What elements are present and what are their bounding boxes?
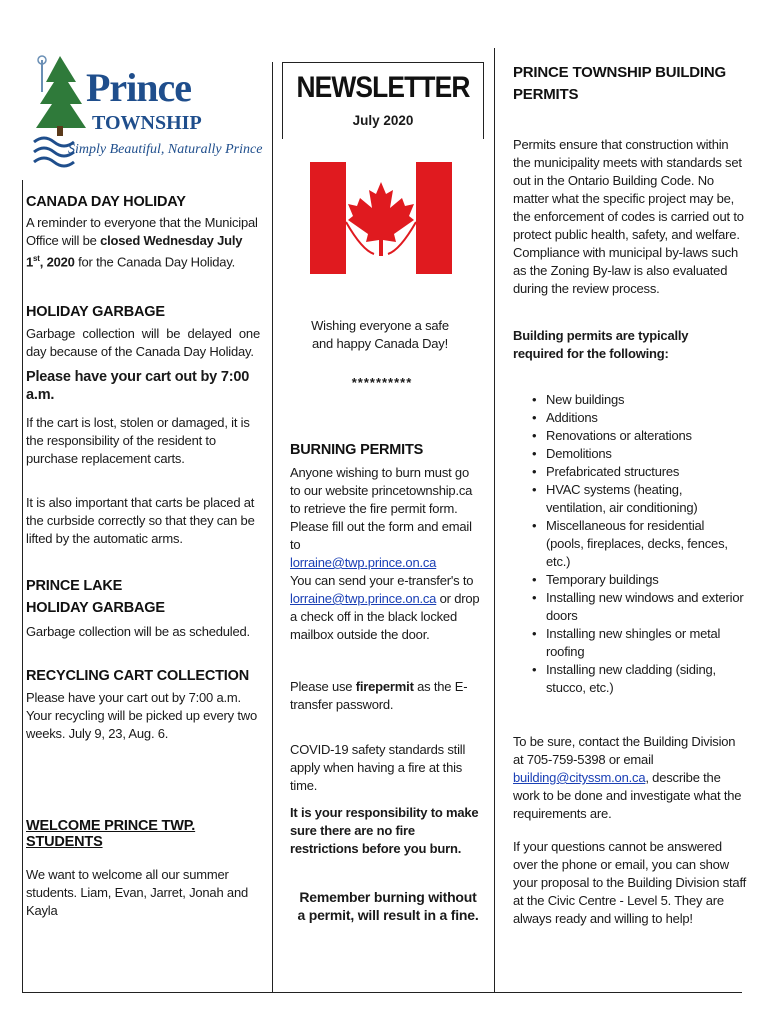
permit-list-item: • Renovations or alterations (513, 427, 745, 445)
bottom-border (22, 992, 742, 993)
holiday-garbage-emphasis: Please have your cart out by 7:00 a.m. (26, 369, 250, 403)
newsletter-header (282, 62, 484, 139)
building-permits-intro: Permits ensure that construction within the municipality meets with standards set out in the Ontario Building Code. No matter what the specific project may be, the enforcement of codes is carried out to protect public health, safety, and welfare. Compliance with municipal by-laws such as the Zoning By-law is also evaluated during the review process. (513, 137, 744, 296)
stars-divider: ********** (351, 375, 413, 390)
canada-day-date: closed Wednesday July 1 (26, 233, 243, 270)
holiday-garbage-text: Garbage collection will be delayed one day because of the Canada Day Holiday. (26, 326, 260, 359)
responsibility-text: It is your responsibility to make sure there are no fire restrictions before you burn. (290, 805, 479, 856)
holiday-garbage-para2: If the cart is lost, stolen or damaged, it is the responsibility of the resident to purchase replacement carts. (26, 415, 250, 466)
students-heading: WELCOME PRINCE TWP. STUDENTS (26, 818, 196, 850)
permit-list-item: • Additions (513, 409, 745, 427)
holiday-garbage-heading: HOLIDAY GARBAGE (26, 304, 165, 320)
burning-text-part1: Anyone wishing to burn must go to our website princetownship.ca to retrieve the fire permit form. Please fill out the form and email to (290, 465, 473, 552)
left-border (22, 180, 23, 992)
prince-lake-heading-1: PRINCE LAKE (26, 578, 123, 594)
logo-subname: TOWNSHIP (92, 112, 202, 134)
prince-lake-text: Garbage collection will be as scheduled. (26, 624, 250, 639)
covid-text: COVID-19 safety standards still apply when having a fire at this time. (290, 742, 466, 793)
township-logo (32, 52, 263, 172)
canada-flag-icon (310, 162, 452, 274)
holiday-garbage-para3: It is also important that carts be placed at the curbside correctly so that they can be lifted by the automatic arms. (26, 495, 255, 546)
burning-email-link-2[interactable]: lorraine@twp.prince.on.ca (290, 591, 437, 606)
password-text (290, 678, 482, 714)
permit-list-item: • HVAC systems (heating, ventilation, air conditioning) (513, 481, 745, 517)
contact-text-pre: To be sure, contact the Building Division at 705-759-5398 or email (513, 734, 736, 767)
canada-day-text (26, 214, 262, 271)
permits-required-list (513, 391, 745, 697)
column-divider-left (272, 62, 273, 992)
password-text-pre: Please use (290, 679, 356, 694)
permit-list-item: • Temporary buildings (513, 571, 745, 589)
burning-text-part3: or drop a check off in the black locked mailbox outside the door. (290, 591, 480, 642)
newsletter-title: NEWSLETTER (296, 71, 470, 104)
building-permits-heading: PRINCE TOWNSHIP BUILDING PERMITS (513, 64, 726, 103)
students-text: We want to welcome all our summer students. Liam, Evan, Jarret, Jonah and Kayla (26, 867, 248, 918)
canada-day-heading: CANADA DAY HOLIDAY (26, 194, 186, 210)
prince-lake-heading-2: HOLIDAY GARBAGE (26, 600, 165, 616)
permits-required-heading: Building permits are typically required for the following: (513, 328, 689, 361)
canada-day-text-part1: A reminder to everyone that the Municipal Office will be (26, 215, 258, 248)
permit-list-item: • Installing new cladding (siding, stucco, etc.) (513, 661, 745, 697)
building-email-link[interactable]: building@cityssm.on.ca (513, 770, 646, 785)
recycling-text: Please have your cart out by 7:00 a.m. Your recycling will be picked up every two weeks. July 9, 23, Aug. 6. (26, 690, 258, 741)
recycling-heading: RECYCLING CART COLLECTION (26, 668, 249, 684)
password-text-post: as the E-transfer password. (290, 679, 468, 712)
burning-text-part2: You can send your e-transfer's to (290, 573, 474, 588)
canada-day-text-part2: for the Canada Day Holiday. (74, 254, 236, 270)
burning-email-link-1[interactable]: lorraine@twp.prince.on.ca (290, 555, 437, 570)
permit-list-item: • Miscellaneous for residential (pools, fireplaces, decks, fences, etc.) (513, 517, 745, 571)
permit-list-item: • Installing new windows and exterior doors (513, 589, 745, 625)
newsletter-date: July 2020 (352, 113, 414, 128)
canada-day-date-sup: st (33, 254, 40, 263)
remember-text: Remember burning without a permit, will result in a fine. (297, 889, 479, 923)
permit-list-item: • New buildings (513, 391, 745, 409)
logo-name: Prince (86, 65, 192, 110)
permit-list-item: • Prefabricated structures (513, 463, 745, 481)
column-divider-right (494, 48, 495, 992)
logo-tagline: Simply Beautiful, Naturally Prince (68, 142, 263, 157)
contact-text-post: , describe the work to be done and investigate what the requirements are. (513, 770, 742, 821)
closing-text: If your questions cannot be answered over the phone or email, you can show your proposal to the Building Division staff at the Civic Centre - Level 5. They are always ready and willing to help! (513, 839, 747, 926)
burning-text (290, 464, 482, 644)
contact-text (513, 733, 749, 823)
burning-heading: BURNING PERMITS (290, 442, 424, 458)
canada-day-year: , 2020 (39, 254, 75, 270)
permit-list-item: • Demolitions (513, 445, 745, 463)
wishing-text: Wishing everyone a safe and happy Canada Day! (311, 318, 449, 351)
permit-list-item: • Installing new shingles or metal roofing (513, 625, 745, 661)
password-word: firepermit (355, 679, 414, 694)
